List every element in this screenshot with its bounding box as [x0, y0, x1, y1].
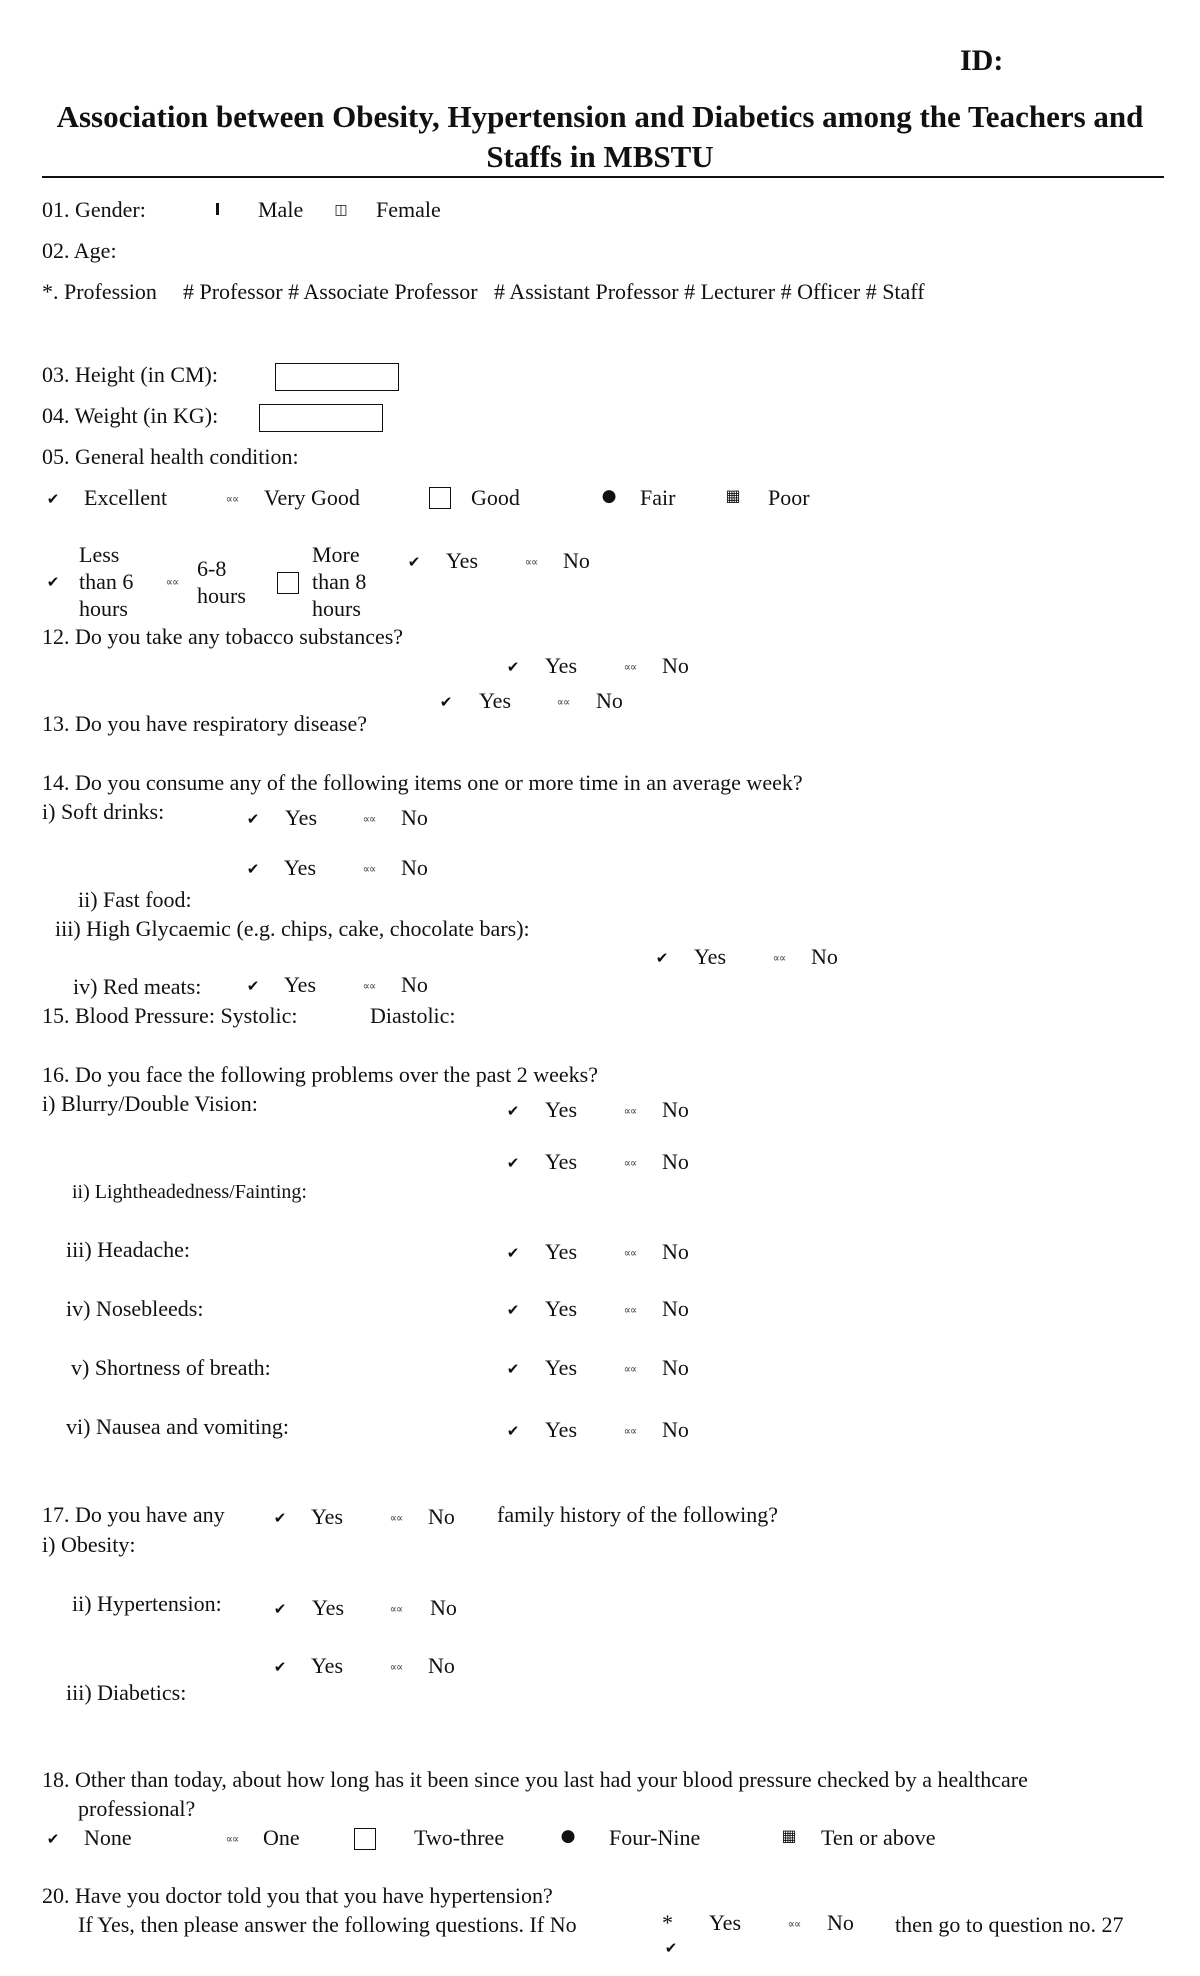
q18-two-three-checkbox[interactable]	[354, 1828, 376, 1850]
q18-line1: 18. Other than today, about how long has it been since you last had your blood pressure checked by a healthcare	[42, 1767, 1028, 1792]
sleep-yes-label: Yes	[446, 548, 479, 573]
q14-iii-label: iii) High Glycaemic (e.g. chips, cake, chocolate bars):	[55, 916, 530, 941]
q14-iii-no-label: No	[811, 944, 838, 969]
health-fair-label: Fair	[640, 485, 676, 510]
q18-one-bicycle-icon[interactable]: ∝∝	[225, 1832, 239, 1846]
height-input[interactable]	[275, 363, 399, 391]
q04-label: 04. Weight (in KG):	[42, 403, 219, 428]
q16-ii-no-label: No	[662, 1149, 689, 1174]
form-title-line2: Staffs in MBSTU	[486, 139, 714, 174]
q17-tail: family history of the following?	[497, 1502, 779, 1527]
q14-iv-yes-label: Yes	[284, 972, 317, 997]
q16-iii-no-label: No	[662, 1239, 689, 1264]
q14-iii-no-bicycle-icon[interactable]: ∝∝	[772, 951, 786, 965]
sleep-less-line3: hours	[79, 596, 128, 621]
health-poor-label: Poor	[768, 485, 810, 510]
q17-iii-yes-label: Yes	[311, 1653, 344, 1678]
q20-no-bicycle-icon[interactable]: ∝∝	[787, 1917, 801, 1931]
q16-ii-yes-check-icon[interactable]: ✔	[506, 1154, 520, 1172]
q17-ii-no-bicycle-icon[interactable]: ∝∝	[389, 1602, 403, 1616]
q16-ii-no-bicycle-icon[interactable]: ∝∝	[623, 1156, 637, 1170]
q02-label: 02. Age:	[42, 238, 117, 263]
q16-i-no-label: No	[662, 1097, 689, 1122]
sleep-no-bicycle-icon[interactable]: ∝∝	[524, 555, 538, 569]
weight-input[interactable]	[259, 404, 383, 432]
sleep-mid-line1: 6-8	[197, 556, 227, 581]
q18-ten-gift-icon[interactable]: ▦	[781, 1826, 797, 1845]
q12-yes-check-icon[interactable]: ✔	[506, 658, 520, 676]
q17-i-label: i) Obesity:	[42, 1532, 136, 1557]
q12-label: 12. Do you take any tobacco substances?	[42, 624, 404, 649]
q16-vi-no-bicycle-icon[interactable]: ∝∝	[623, 1424, 637, 1438]
q16-v-no-bicycle-icon[interactable]: ∝∝	[623, 1362, 637, 1376]
health-very-good-label: Very Good	[264, 485, 360, 510]
q17-iii-no-label: No	[428, 1653, 455, 1678]
q20-line2: If Yes, then please answer the following questions. If No	[78, 1912, 577, 1937]
q14-iv-no-bicycle-icon[interactable]: ∝∝	[362, 979, 376, 993]
q14-i-no-label: No	[401, 805, 428, 830]
q16-v-yes-check-icon[interactable]: ✔	[506, 1360, 520, 1378]
sleep-mid-line2: hours	[197, 583, 246, 608]
q20-yes-label: Yes	[709, 1910, 742, 1935]
q17-i-yes-check-icon[interactable]: ✔	[273, 1509, 287, 1527]
q15-diastolic-label: Diastolic:	[370, 1003, 456, 1028]
q16-vi-yes-label: Yes	[545, 1417, 578, 1442]
q16-v-yes-label: Yes	[545, 1355, 578, 1380]
q14-i-yes-label: Yes	[285, 805, 318, 830]
excellent-check-icon[interactable]: ✔	[46, 490, 60, 508]
q14-ii-label: ii) Fast food:	[78, 887, 192, 912]
q05-label: 05. General health condition:	[42, 444, 299, 469]
male-radio-icon[interactable]	[216, 203, 219, 215]
q12-yes-label: Yes	[545, 653, 578, 678]
fair-apple-icon[interactable]: ●	[601, 486, 617, 506]
id-label: ID:	[960, 44, 1004, 77]
q20-star: *	[662, 1910, 673, 1935]
q16-iv-yes-check-icon[interactable]: ✔	[506, 1301, 520, 1319]
sleep-more-checkbox[interactable]	[277, 572, 299, 594]
q20-tail: then go to question no. 27	[895, 1912, 1124, 1937]
q03-label: 03. Height (in CM):	[42, 362, 218, 387]
q16-ii-label: ii) Lightheadedness/Fainting:	[72, 1181, 307, 1203]
poor-gift-icon[interactable]: ▦	[725, 486, 741, 505]
q14-iv-no-label: No	[401, 972, 428, 997]
q15-label: 15. Blood Pressure: Systolic:	[42, 1003, 298, 1028]
q14-i-label: i) Soft drinks:	[42, 799, 165, 824]
q14-iii-yes-label: Yes	[694, 944, 727, 969]
good-checkbox[interactable]	[429, 487, 451, 509]
q14-label: 14. Do you consume any of the following items one or more time in an average week?	[42, 770, 803, 795]
q18-line2: professional?	[78, 1796, 196, 1821]
very-good-bicycle-icon[interactable]: ∝∝	[225, 492, 239, 506]
q14-i-no-bicycle-icon[interactable]: ∝∝	[362, 812, 376, 826]
q18-four-nine-apple-icon[interactable]: ●	[560, 1826, 576, 1846]
q16-iv-yes-label: Yes	[545, 1296, 578, 1321]
sleep-no-label: No	[563, 548, 590, 573]
q13-no-bicycle-icon[interactable]: ∝∝	[556, 695, 570, 709]
q16-iii-yes-label: Yes	[545, 1239, 578, 1264]
q13-label: 13. Do you have respiratory disease?	[42, 711, 368, 736]
q17-ii-no-label: No	[430, 1595, 457, 1620]
q17-i-no-bicycle-icon[interactable]: ∝∝	[389, 1511, 403, 1525]
q18-four-nine-label: Four-Nine	[609, 1825, 701, 1850]
q16-v-label: v) Shortness of breath:	[71, 1355, 271, 1380]
q16-iii-no-bicycle-icon[interactable]: ∝∝	[623, 1246, 637, 1260]
q14-ii-no-bicycle-icon[interactable]: ∝∝	[362, 862, 376, 876]
q17-ii-yes-check-icon[interactable]: ✔	[273, 1600, 287, 1618]
female-box-icon[interactable]: ◫	[334, 202, 348, 218]
sleep-more-line3: hours	[312, 596, 361, 621]
q16-iv-no-bicycle-icon[interactable]: ∝∝	[623, 1303, 637, 1317]
q17-iii-yes-check-icon[interactable]: ✔	[273, 1658, 287, 1676]
q20-yes-check-icon[interactable]: ✔	[664, 1939, 678, 1957]
q16-vi-no-label: No	[662, 1417, 689, 1442]
q01-label: 01. Gender:	[42, 197, 146, 222]
q18-one-label: One	[263, 1825, 300, 1850]
q20-no-label: No	[827, 1910, 854, 1935]
q18-two-three-label: Two-three	[414, 1825, 505, 1850]
q13-yes-label: Yes	[479, 688, 512, 713]
q16-iv-no-label: No	[662, 1296, 689, 1321]
q14-ii-no-label: No	[401, 855, 428, 880]
q17-ii-yes-label: Yes	[312, 1595, 345, 1620]
q14-ii-yes-check-icon[interactable]: ✔	[246, 860, 260, 878]
form-title-line1: Association between Obesity, Hypertension and Diabetics among the Teachers and	[56, 99, 1144, 134]
profession-options: # Professor # Associate Professor # Assistant Professor # Lecturer # Officer # Staff	[183, 279, 925, 304]
title-divider	[42, 176, 1164, 178]
health-excellent-label: Excellent	[84, 485, 168, 510]
q20-line1: 20. Have you doctor told you that you have hypertension?	[42, 1883, 553, 1908]
q16-iii-yes-check-icon[interactable]: ✔	[506, 1244, 520, 1262]
q16-vi-yes-check-icon[interactable]: ✔	[506, 1422, 520, 1440]
gender-female-label: Female	[376, 197, 441, 222]
q17-i-no-label: No	[428, 1504, 455, 1529]
q18-none-label: None	[84, 1825, 132, 1850]
sleep-less-line2: than 6	[79, 569, 134, 594]
q14-i-yes-check-icon[interactable]: ✔	[246, 810, 260, 828]
q14-ii-yes-label: Yes	[284, 855, 317, 880]
q12-no-label: No	[662, 653, 689, 678]
sleep-yes-check-icon[interactable]: ✔	[407, 553, 421, 571]
q17-ii-label: ii) Hypertension:	[72, 1591, 222, 1616]
q17-label: 17. Do you have any	[42, 1502, 225, 1527]
q18-ten-label: Ten or above	[821, 1825, 936, 1850]
q16-iv-label: iv) Nosebleeds:	[66, 1296, 204, 1321]
q14-iii-yes-check-icon[interactable]: ✔	[655, 949, 669, 967]
gender-male-label: Male	[258, 197, 304, 222]
profession-label: *. Profession	[42, 279, 157, 304]
q18-none-check-icon[interactable]: ✔	[46, 1830, 60, 1848]
q16-label: 16. Do you face the following problems over the past 2 weeks?	[42, 1062, 598, 1087]
q16-i-no-bicycle-icon[interactable]: ∝∝	[623, 1104, 637, 1118]
q17-i-yes-label: Yes	[311, 1504, 344, 1529]
sleep-more-line2: than 8	[312, 569, 367, 594]
q16-i-label: i) Blurry/Double Vision:	[42, 1091, 258, 1116]
q17-iii-no-bicycle-icon[interactable]: ∝∝	[389, 1660, 403, 1674]
q14-iv-label: iv) Red meats:	[73, 974, 202, 999]
q16-i-yes-label: Yes	[545, 1097, 578, 1122]
health-good-label: Good	[471, 485, 520, 510]
q12-no-bicycle-icon[interactable]: ∝∝	[623, 660, 637, 674]
q16-i-yes-check-icon[interactable]: ✔	[506, 1102, 520, 1120]
q13-no-label: No	[596, 688, 623, 713]
q16-vi-label: vi) Nausea and vomiting:	[66, 1414, 290, 1439]
sleep-less-line1: Less	[79, 542, 120, 567]
q17-iii-label: iii) Diabetics:	[66, 1680, 187, 1705]
q14-iv-yes-check-icon[interactable]: ✔	[246, 977, 260, 995]
q16-v-no-label: No	[662, 1355, 689, 1380]
sleep-mid-bicycle-icon[interactable]: ∝∝	[165, 575, 179, 589]
q16-ii-yes-label: Yes	[545, 1149, 578, 1174]
sleep-more-line1: More	[312, 542, 360, 567]
q13-yes-check-icon[interactable]: ✔	[439, 693, 453, 711]
q16-iii-label: iii) Headache:	[66, 1237, 190, 1262]
sleep-less-check-icon[interactable]: ✔	[46, 573, 60, 591]
